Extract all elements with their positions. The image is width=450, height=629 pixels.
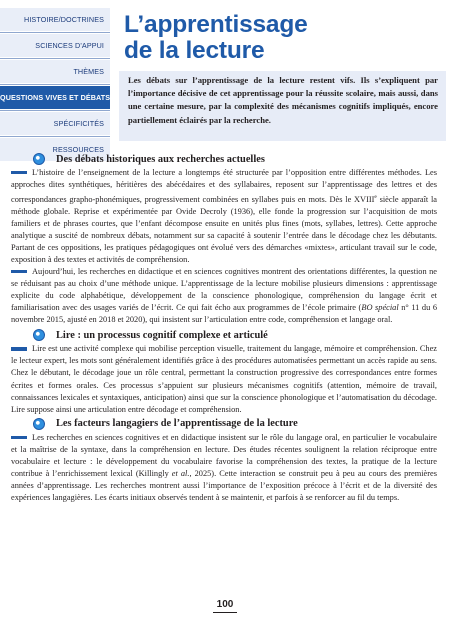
page-title	[124, 12, 308, 64]
section-cognitive-process	[11, 328, 437, 415]
paragraph-marker-icon	[11, 171, 27, 175]
section-heading-text: Des débats historiques aux recherches actuelles	[56, 153, 265, 165]
section-historical-debates	[11, 152, 437, 326]
section-bullet-icon	[33, 418, 45, 430]
paragraph: Les recherches en sciences cognitives et en didactique insistent sur le rôle du langage oral, en particulier le vocabulaire et la maîtrise de la syntaxe, dans la compréhension en lecture. Des études récentes soulignent la relation réciproque entre vocabulaire et lecture : le développement du vocabulaire favorise la compréhension des textes, la pratique de la lecture contribue à l’enrichissement lexical (Killingly et al., 2025). Cette interaction se construit peu à peu au cours des premières années d’apprentissage. Les recherches montrent aussi l’importance de l’exposition précoce à l’écrit et de la diversité des expériences langagières. Les écarts initiaux observés tendent à se maintenir, et parfois à se renforcer au fil du temps.	[11, 432, 437, 502]
page-title-line-2: de la lecture	[124, 37, 265, 64]
paragraph-marker-icon	[11, 270, 27, 274]
nav-divider	[0, 110, 110, 111]
nav-item-histoire-doctrines[interactable]: HISTOIRE/DOCTRINES	[0, 8, 110, 31]
superscript: e	[374, 194, 377, 201]
paragraph: L’histoire de l’enseignement de la lecture a longtemps été structurée par l’opposition entre différentes méthodes. Les approches dites synthétiques, héritières des abécédaires et des syllabaires, reposent sur l’apprentissage des lettres et des correspondances grapho-phonémiques, progressivement combinées en syllabes puis en mots. Dès le XVIIIe siècle apparaît la méthode globale. Reprise et expérimentée par Ovide Decroly (1936), elle fonde la progression sur l’acquisition de mots familiers et de phrases courtes, que l’enfant décompose ensuite en unités plus fines (mots, syllabes, lettres). Cette approche analytique a suscité de nombreux débats, notamment sur sa capacité à soutenir l’entrée dans le décodage chez les débutants. Partant de ces oppositions, les pratiques pédagogiques ont évolué vers des démarches «mixtes», articulant travail sur le code, exposition à des textes et activités de compréhension.	[11, 168, 437, 265]
paragraph: Aujourd’hui, les recherches en didactique et en sciences cognitives montrent des orientations différentes, la question ne se réduisant pas au choix d’une méthode unique. L’apprentissage de la lecture mobilise plusieurs dimensions : apprentissage explicite du code alphabétique, développement de la conscience phonologique, compréhension du langage écrit et familiarisation avec des usages variés de l’écrit. Ce qui fait écho aux programmes de l’école primaire (BO spécial n° 11 du 6 novembre 2015, ajusté en 2018 et 2020), qui insistent sur l’articulation entre code, compréhension et langage oral.	[11, 267, 437, 325]
nav-divider	[0, 84, 110, 85]
section-bullet-icon	[33, 329, 45, 341]
paragraph-marker-icon	[11, 436, 27, 440]
article-body	[11, 152, 437, 504]
section-language-factors	[11, 417, 437, 504]
section-heading-text: Les facteurs langagiers de l’apprentissage de la lecture	[56, 418, 298, 430]
section-bullet-icon	[33, 153, 45, 165]
side-navigation	[0, 8, 110, 162]
nav-item-ressources[interactable]: RESSOURCES	[0, 138, 110, 161]
section-heading	[11, 417, 437, 431]
nav-item-specificites[interactable]: SPÉCIFICITÉS	[0, 112, 110, 135]
intro-box	[119, 71, 446, 141]
nav-divider	[0, 136, 110, 137]
italic-reference: et al.	[171, 468, 190, 478]
nav-divider	[0, 32, 110, 33]
nav-divider	[0, 58, 110, 59]
nav-item-sciences-appui[interactable]: SCIENCES D’APPUI	[0, 34, 110, 57]
paragraph: Lire est une activité complexe qui mobilise perception visuelle, traitement du langage, mémoire et compréhension. Chez le lecteur expert, les mots sont généralement identifiés grâce à des procédures automatisées permettant un accès rapide au sens. Chez le débutant, le décodage joue un rôle central, permettant la construction progressive des correspondances entre formes écrites et formes orales. Ces processus s’appuient sur plusieurs mécanismes cognitifs (attention, mémoire de travail, connaissances lexicales et syntaxiques, anticipation) ainsi que sur la conscience phonologique et l’automatisation du décodage. Lire suppose ainsi une articulation entre décodage et compréhension.	[11, 344, 437, 414]
section-heading-text: Lire : un processus cognitif complexe et articulé	[56, 329, 268, 341]
italic-reference: BO spécial	[361, 303, 399, 313]
section-heading	[11, 328, 437, 342]
page-title-line-1: L’apprentissage	[124, 11, 308, 38]
page-number: 100	[216, 599, 234, 610]
nav-item-questions-vives-active[interactable]: QUESTIONS VIVES ET DÉBATS	[0, 86, 110, 109]
paragraph-marker-icon	[11, 347, 27, 351]
intro-text: Les débats sur l’apprentissage de la lecture restent vifs. Ils s’expliquent par l’importance décisive de cet apprentissage pour la réussite scolaire, mais aussi, dans une certaine mesure, par la complexité des mécanismes cognitifs impliqués, encore partiellement éclairés par la recherche.	[128, 75, 438, 125]
section-heading	[11, 152, 437, 166]
nav-item-themes[interactable]: THÈMES	[0, 60, 110, 83]
page-number-underline	[213, 612, 237, 613]
